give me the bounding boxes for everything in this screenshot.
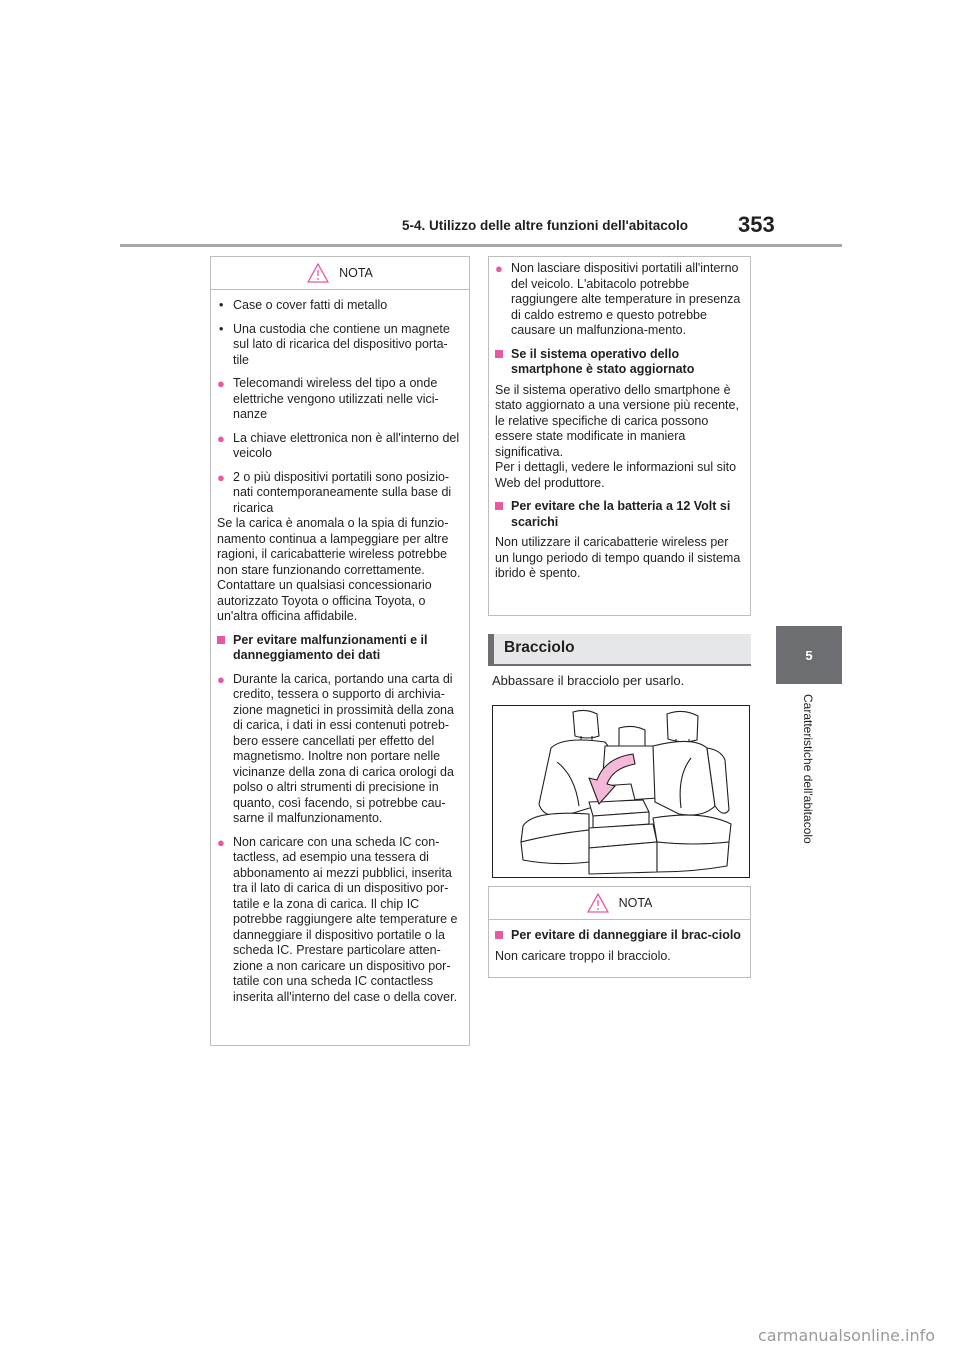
subheading: Per evitare di danneggiare il brac-ciolo [495, 928, 744, 944]
section-heading [488, 634, 751, 666]
subheading: Per evitare che la batteria a 12 Volt si scarichi [495, 499, 744, 530]
paragraph: Non utilizzare il caricabatterie wireless per un lungo periodo di tempo quando il sistema ibrido è spento. [495, 535, 741, 580]
section-title: 5-4. Utilizzo delle altre funzioni dell'abitacolo [402, 218, 688, 233]
watermark: carmanualsonline.info [758, 1326, 936, 1345]
paragraph: Se il sistema operativo dello smartphone è stato aggiornato a una versione più recente, le relative specifiche di carica possono essere state modificate in maniera significativa. [495, 382, 739, 459]
chapter-number: 5 [805, 647, 813, 663]
bullet-dot-icon: ● [217, 671, 225, 687]
chapter-tab [776, 626, 842, 684]
paragraph: Non caricare troppo il bracciolo. [495, 948, 671, 963]
rear-seat-armrest-drawing [493, 706, 749, 877]
nota-box-left [210, 256, 470, 1046]
section-heading-bar [488, 634, 494, 664]
warning-triangle-icon [307, 263, 329, 283]
nota-heading: NOTA [618, 896, 653, 910]
bullet-item: ● Non lasciare dispositivi portatili all'interno del veicolo. L'abitacolo potrebbe raggiungere alte temperature in presenza di caldo estremo e questo potrebbe causare un malfunziona-mento. [495, 261, 741, 337]
section-heading-title: Bracciolo [504, 639, 575, 656]
armrest-illustration [492, 705, 750, 878]
square-bullet-icon [495, 347, 511, 378]
bullet-dot-icon: ● [217, 430, 225, 446]
bullet-item: ● 2 o più dispositivi portatili sono posizio-nati contemporaneamente sulla base di ricarica [217, 469, 452, 515]
bullet-dot-icon: ● [495, 261, 503, 276]
square-bullet-icon [495, 499, 511, 530]
nota-content [211, 298, 469, 1005]
bullet-item: ● Durante la carica, portando una carta di credito, tessera o supporto di archivia-zione magnetici in prossimità della zona di carica, i dati in essi contenuti potreb-bero essere cancellati per effetto del magnetismo. Inoltre non portare nelle vicinanze della zona di carica orologi da polso o altri strumenti di precisione in quanto, così facendo, si potrebbe cau-sarne il malfunzionamento. [217, 671, 454, 825]
bullet-dot-icon: ● [217, 834, 225, 850]
nota-content [489, 928, 750, 964]
bullet-item: ● Telecomandi wireless del tipo a onde elettriche vengono utilizzati nelle vici-nanze [217, 376, 439, 421]
dash-item: • Una custodia che contiene un magnete sul lato di ricarica del dispositivo porta-tile [219, 321, 450, 367]
chapter-title: Caratteristiche dell'abitacolo [801, 694, 815, 844]
bullet-item: ● La chiave elettronica non è all'interno del veicolo [217, 430, 460, 460]
header-rule [120, 244, 842, 247]
bullet-item: ● Non caricare con una scheda IC con-tactless, ad esempio una tessera di abbonamento ai mezzi pubblici, inserita tra il lato di carica di un dispositivo por-tatile e la zona di carica. Il chip IC potrebbe raggiungere alte temperature e danneggiare il dispositivo portatile o la scheda IC. Prestare particolare atten-zione a non caricare un dispositivo por-tatile con una scheda IC contactless inserita all'interno del case o della cover. [217, 834, 458, 1004]
nota-content [489, 261, 750, 582]
nota-box-armrest [488, 886, 751, 978]
bullet-dot-icon: ● [217, 376, 225, 391]
nota-paragraph: Se la carica è anomala o la spia di funzio-namento continua a lampeggiare per altre ragioni, il caricabatterie wireless potrebbe non stare funzionando correttamente. Contattare un qualsiasi concessionario autorizzato Toyota o officina Toyota, o un'altra officina affidabile. [217, 516, 449, 623]
square-bullet-icon [495, 928, 511, 944]
subheading: Se il sistema operativo dello smartphone è stato aggiornato [495, 347, 744, 378]
nota-header [211, 257, 469, 290]
nota-box-continued [488, 256, 751, 616]
nota-heading: NOTA [339, 266, 373, 280]
square-bullet-icon [217, 633, 233, 664]
paragraph: Per i dettagli, vedere le informazioni sul sito Web del produttore. [495, 460, 737, 490]
dash-item: • Case o cover fatti di metallo [219, 298, 388, 312]
section-intro: Abbassare il bracciolo per usarlo. [492, 673, 685, 688]
bullet-dot-icon: ● [217, 469, 225, 485]
warning-triangle-icon [587, 893, 609, 913]
nota-header [489, 887, 750, 920]
subheading: Per evitare malfunzionamenti e il danneggiamento dei dati [217, 633, 463, 664]
page-number: 353 [738, 212, 775, 237]
